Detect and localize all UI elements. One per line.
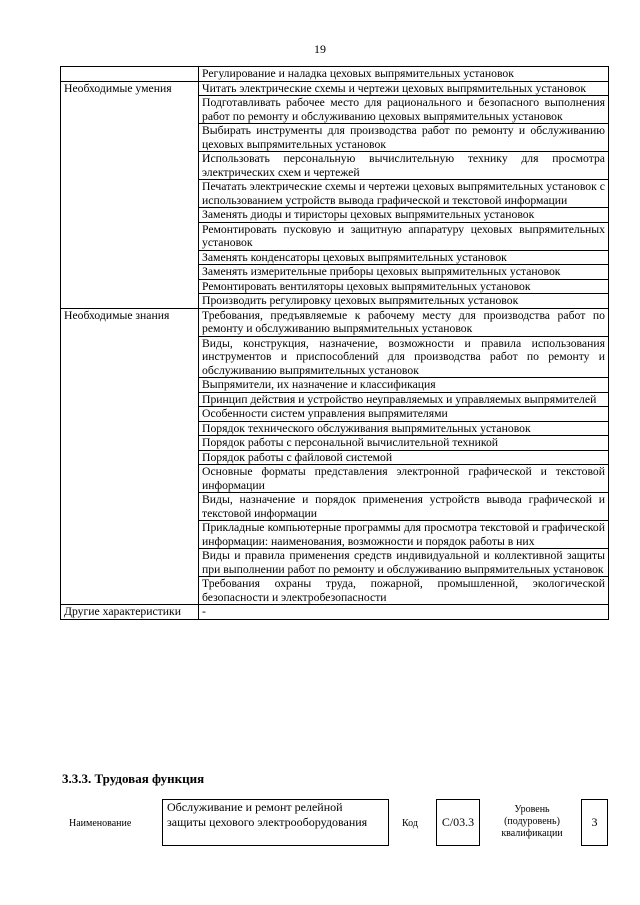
table-row: [61, 308, 609, 336]
row-value: Порядок работы с персональной вычислительной техникой: [199, 436, 609, 451]
section-heading: 3.3.3. Трудовая функция: [62, 771, 205, 786]
row-value: Производить регулировку цеховых выпрямительных установок: [199, 294, 609, 309]
row-value: Использовать персональную вычислительную технику для просмотра электрических схем и чертежей: [199, 152, 609, 180]
row-value: Особенности систем управления выпрямителями: [199, 407, 609, 422]
row-value: Читать электрические схемы и чертежи цеховых выпрямительных установок: [199, 81, 609, 96]
row-label: Необходимые знания: [61, 308, 199, 605]
level-caption: [496, 804, 568, 840]
page-number: 19: [314, 42, 326, 56]
row-value: Требования охраны труда, пожарной, промышленной, экологической безопасности и электробезопасности: [199, 577, 609, 605]
row-value: Основные форматы представления электронной графической и текстовой информации: [199, 465, 609, 493]
table-row: [61, 605, 609, 620]
level-caption-line: (подуровень): [504, 816, 560, 827]
level-caption-line: Уровень: [514, 804, 550, 815]
row-value: Порядок технического обслуживания выпрямительных установок: [199, 421, 609, 436]
row-value: Заменять измерительные приборы цеховых выпрямительных установок: [199, 265, 609, 280]
row-value: Печатать электрические схемы и чертежи цеховых выпрямительных установок с использованием устройств вывода графической и текстовой информации: [199, 180, 609, 208]
row-label: Другие характеристики: [61, 605, 199, 620]
function-name-field: Обслуживание и ремонт релейной защиты цехового электрооборудования: [162, 799, 389, 846]
row-label: Необходимые умения: [61, 81, 199, 308]
row-value: Порядок работы с файловой системой: [199, 450, 609, 465]
row-value: Виды и правила применения средств индивидуальной и коллективной защиты при выполнении работ по ремонту и обслуживанию выпрямительных установок: [199, 549, 609, 577]
table-row: [61, 67, 609, 82]
requirements-table: [60, 66, 609, 620]
row-value: Заменять конденсаторы цеховых выпрямительных установок: [199, 250, 609, 265]
table-row: [61, 81, 609, 96]
row-label: [61, 67, 199, 82]
level-caption-line: квалификации: [501, 828, 563, 839]
row-value: Регулирование и наладка цеховых выпрямительных установок: [199, 67, 609, 82]
row-value: Прикладные компьютерные программы для просмотра текстовой и графической информации: наименования, возможности и порядок работы в них: [199, 521, 609, 549]
code-caption: Код: [402, 818, 418, 829]
function-code-field: C/03.3: [436, 799, 480, 846]
row-value: -: [199, 605, 609, 620]
row-value: Виды, назначение и порядок применения устройств вывода графической и текстовой информации: [199, 493, 609, 521]
row-value: Требования, предъявляемые к рабочему месту для производства работ по ремонту и обслуживанию выпрямительных установок: [199, 308, 609, 336]
name-caption: Наименование: [69, 818, 132, 829]
row-value: Ремонтировать вентиляторы цеховых выпрямительных установок: [199, 279, 609, 294]
row-value: Принцип действия и устройство неуправляемых и управляемых выпрямителей: [199, 392, 609, 407]
row-value: Ремонтировать пусковую и защитную аппаратуру цеховых выпрямительных установок: [199, 222, 609, 250]
qualification-level-field: 3: [581, 799, 608, 846]
row-value: Виды, конструкция, назначение, возможности и правила использования инструментов и приспособлений для производства работ по ремонту и обслуживанию выпрямительных установок: [199, 336, 609, 378]
row-value: Заменять диоды и тиристоры цеховых выпрямительных установок: [199, 208, 609, 223]
row-value: Выбирать инструменты для производства работ по ремонту и обслуживанию цеховых выпрямительных установок: [199, 124, 609, 152]
row-value: Выпрямители, их назначение и классификация: [199, 378, 609, 393]
row-value: Подготавливать рабочее место для рационального и безопасного выполнения работ по ремонту и обслуживанию цеховых выпрямительных установок: [199, 96, 609, 124]
